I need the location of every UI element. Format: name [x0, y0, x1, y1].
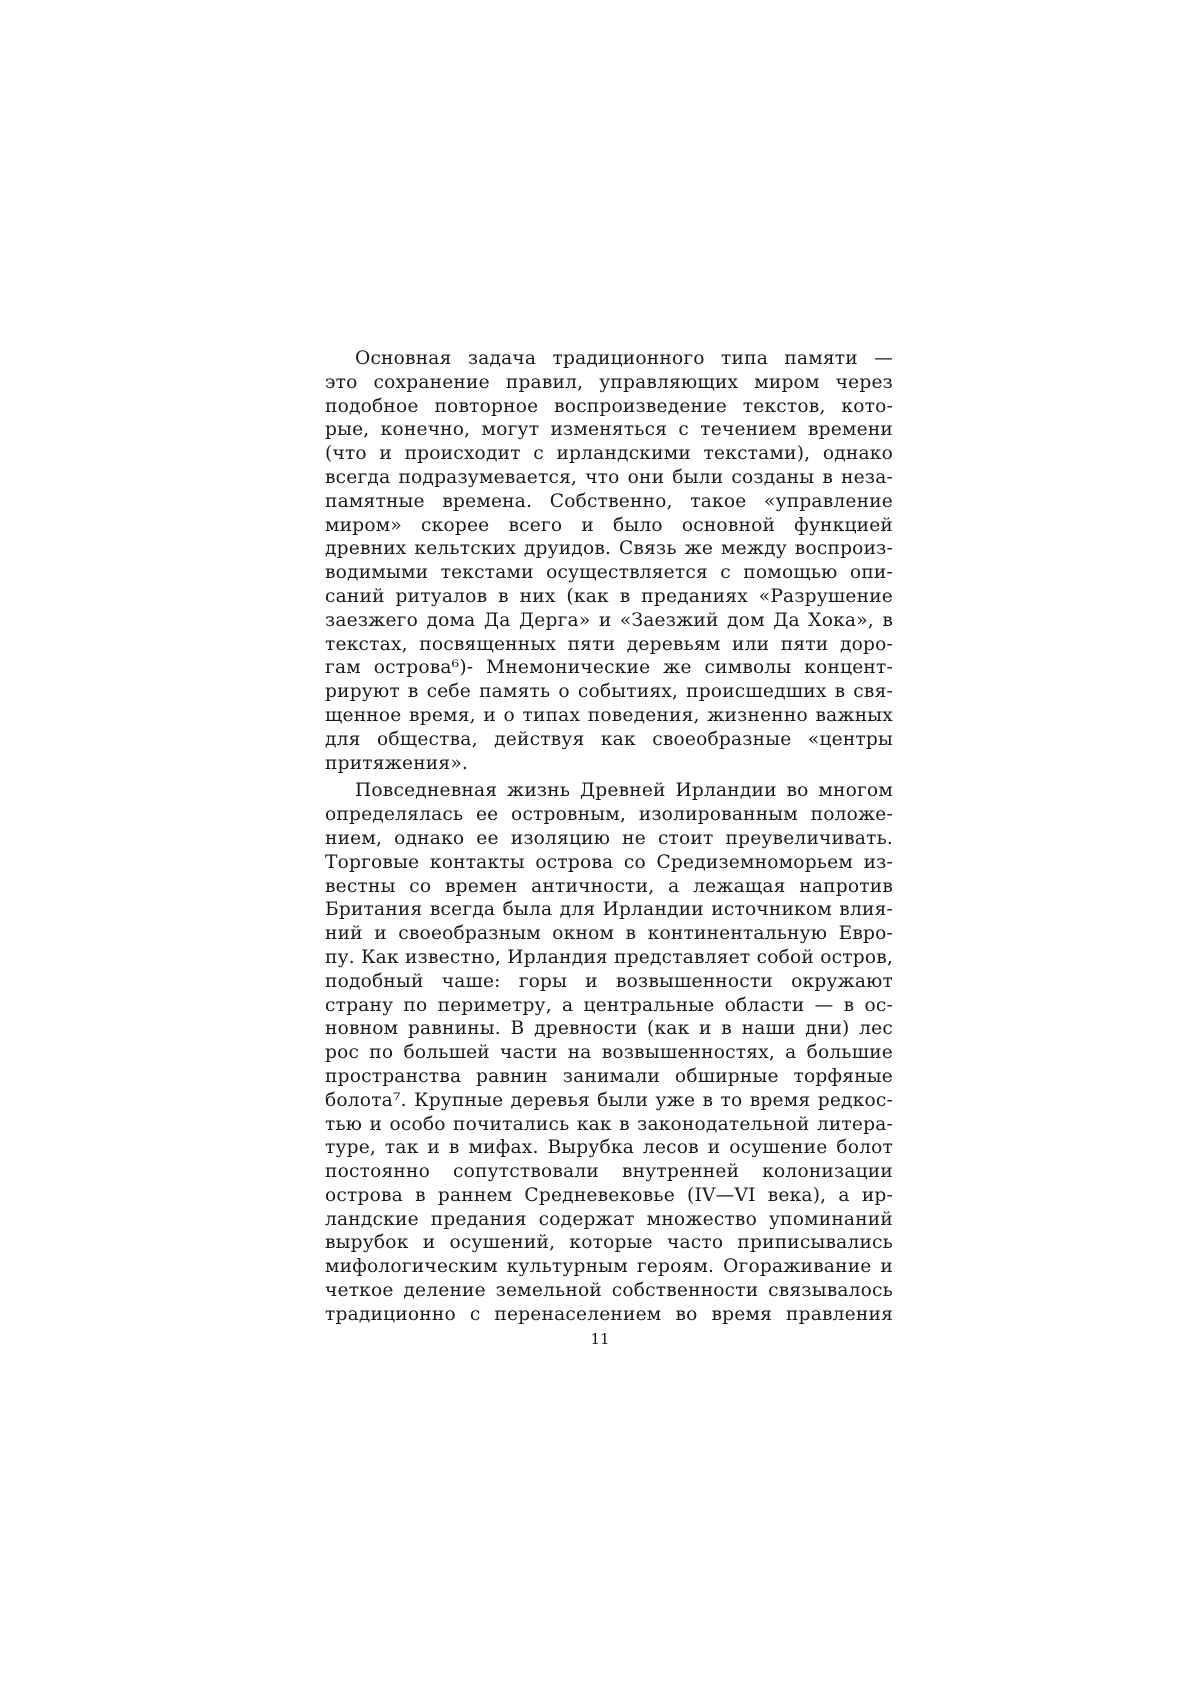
text-line: вырубок и осушений, которые часто приписывались [325, 1232, 893, 1254]
text-line: Основная задача традиционного типа памяти — [355, 348, 893, 369]
text-line: (что и происходит с ирландскими текстами), однако [325, 443, 893, 465]
text-line: Торговые контакты острова со Средиземноморьем из- [325, 851, 893, 873]
text-line: пу. Как известно, Ирландия представляет собой остров, [325, 946, 893, 968]
text-line: пространства равнин занимали обширные торфяные [325, 1065, 893, 1087]
text-line: водимыми текстами осуществляется с помощью опи- [325, 562, 893, 584]
text-line: это сохранение правил, управляющих миром через [325, 371, 893, 393]
body-text [325, 347, 893, 1327]
text-line: саний ритуалов в них (как в преданиях «Разрушение [325, 585, 893, 607]
text-line: четкое деление земельной собственности связывалось [325, 1280, 893, 1302]
text-line: ний и своеобразным окном в континентальную Евро- [325, 923, 893, 945]
text-line: определялась ее островным, изолированным положе- [325, 804, 893, 826]
text-line: всегда подразумевается, что они были созданы в неза- [325, 466, 893, 488]
text-line: рос по большей части на возвышенностях, а большие [325, 1042, 893, 1064]
text-line: гам острова⁶)- Мнемонические же символы концент- [325, 657, 893, 679]
text-line: болота⁷. Крупные деревья были уже в то время редкос- [325, 1089, 893, 1111]
text-line: острова в раннем Средневековье (IV—VI века), а ир- [325, 1184, 893, 1206]
paragraph-1 [325, 347, 893, 775]
text-line: древних кельтских друидов. Связь же между воспроиз- [325, 538, 893, 560]
paragraph-2 [325, 779, 893, 1326]
text-line: Британия всегда была для Ирландии источником влия- [325, 899, 893, 921]
text-line: памятные времена. Собственно, такое «управление [325, 490, 893, 512]
text-line: подобное повторное воспроизведение текстов, кото- [325, 395, 893, 417]
text-line: рые, конечно, могут изменяться с течением времени [325, 419, 893, 441]
text-line: тью и особо почитались как в законодательной литера- [325, 1113, 893, 1135]
text-line: туре, так и в мифах. Вырубка лесов и осушение болот [325, 1137, 893, 1159]
text-line: для общества, действуя как своеобразные «центры [325, 728, 893, 750]
text-line: традиционно с перенаселением во время правления [325, 1303, 893, 1325]
text-line: рируют в себе память о событиях, происшедших в свя- [325, 681, 893, 703]
text-line: страну по периметру, а центральные области — в ос- [325, 994, 893, 1016]
text-line: подобный чаше: горы и возвышенности окружают [325, 970, 893, 992]
text-line: постоянно сопутствовали внутренней колонизации [325, 1161, 893, 1183]
page-number: 11 [590, 1330, 610, 1348]
text-line: нием, однако ее изоляцию не стоит преувеличивать. [325, 827, 893, 849]
text-line: новном равнины. В древности (как и в наши дни) лес [325, 1018, 893, 1040]
text-line: заезжего дома Да Дерга» и «Заезжий дом Да Хока», в [325, 609, 893, 631]
text-line: ландские предания содержат множество упоминаний [325, 1208, 893, 1230]
text-line: Повседневная жизнь Древней Ирландии во многом [355, 780, 893, 802]
text-line: притяжения». [325, 752, 469, 774]
text-line: щенное время, и о типах поведения, жизненно важных [325, 704, 893, 726]
text-line: текстах, посвященных пяти деревьям или пяти доро- [325, 633, 893, 655]
text-line: вестны со времен античности, а лежащая напротив [325, 875, 893, 897]
text-line: мифологическим культурным героям. Огораживание и [325, 1256, 893, 1278]
text-line: миром» скорее всего и было основной функцией [325, 514, 893, 536]
